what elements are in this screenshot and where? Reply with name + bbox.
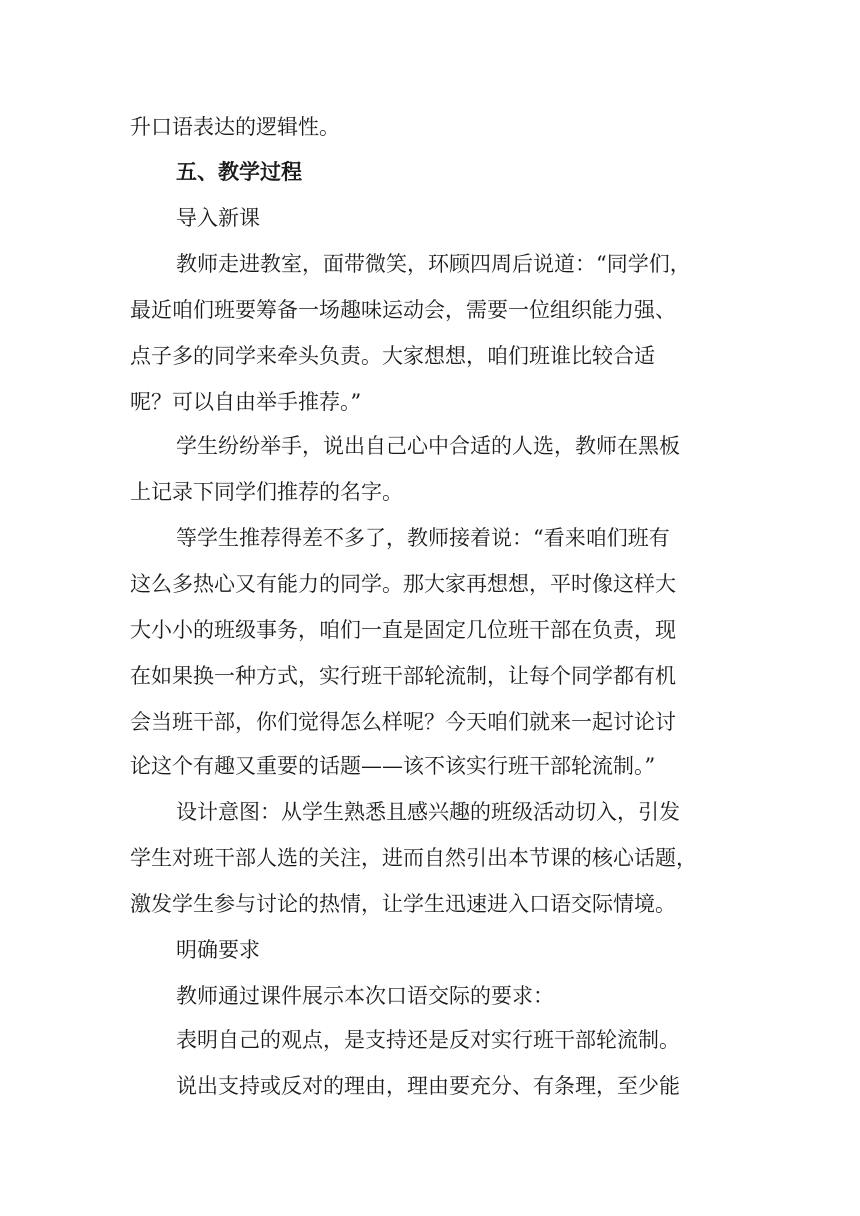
text-line: 设计意图：从学生熟悉且感兴趣的班级活动切入，引发 — [176, 800, 680, 824]
text-line: 在如果换一种方式，实行班干部轮流制，让每个同学都有机 — [130, 664, 676, 688]
text-line: 教师通过课件展示本次口语交际的要求： — [176, 984, 554, 1008]
text-line: 激发学生参与讨论的热情，让学生迅速进入口语交际情境。 — [130, 892, 676, 916]
text-line: 学生纷纷举手，说出自己心中合适的人选，教师在黑板 — [176, 434, 680, 458]
text-line: 会当班干部，你们觉得怎么样呢？今天咱们就来一起讨论讨 — [130, 710, 676, 734]
text-line: 升口语表达的逻辑性。 — [130, 115, 340, 139]
text-line: 学生对班干部人选的关注，进而自然引出本节课的核心话题， — [130, 846, 697, 870]
text-line: 呢？可以自由举手推荐。” — [130, 390, 362, 414]
subheading: 导入新课 — [176, 206, 260, 230]
text-line: 点子多的同学来牵头负责。大家想想，咱们班谁比较合适 — [130, 344, 655, 368]
text-line: 大小小的班级事务，咱们一直是固定几位班干部在负责，现 — [130, 618, 676, 642]
text-line: 教师走进教室，面带微笑，环顾四周后说道：“同学们， — [176, 252, 691, 276]
text-line: 说出支持或反对的理由，理由要充分、有条理，至少能 — [176, 1074, 680, 1098]
text-line: 这么多热心又有能力的同学。那大家再想想，平时像这样大 — [130, 572, 676, 596]
text-line: 等学生推荐得差不多了，教师接着说：“看来咱们班有 — [176, 526, 670, 550]
text-line: 表明自己的观点，是支持还是反对实行班干部轮流制。 — [176, 1028, 680, 1052]
text-line: 上记录下同学们推荐的名字。 — [130, 480, 403, 504]
text-line: 论这个有趣又重要的话题——该不该实行班干部轮流制。” — [130, 754, 656, 778]
text-line: 最近咱们班要筹备一场趣味运动会，需要一位组织能力强、 — [130, 298, 676, 322]
section-heading: 五、教学过程 — [176, 159, 302, 184]
subheading: 明确要求 — [176, 938, 260, 962]
